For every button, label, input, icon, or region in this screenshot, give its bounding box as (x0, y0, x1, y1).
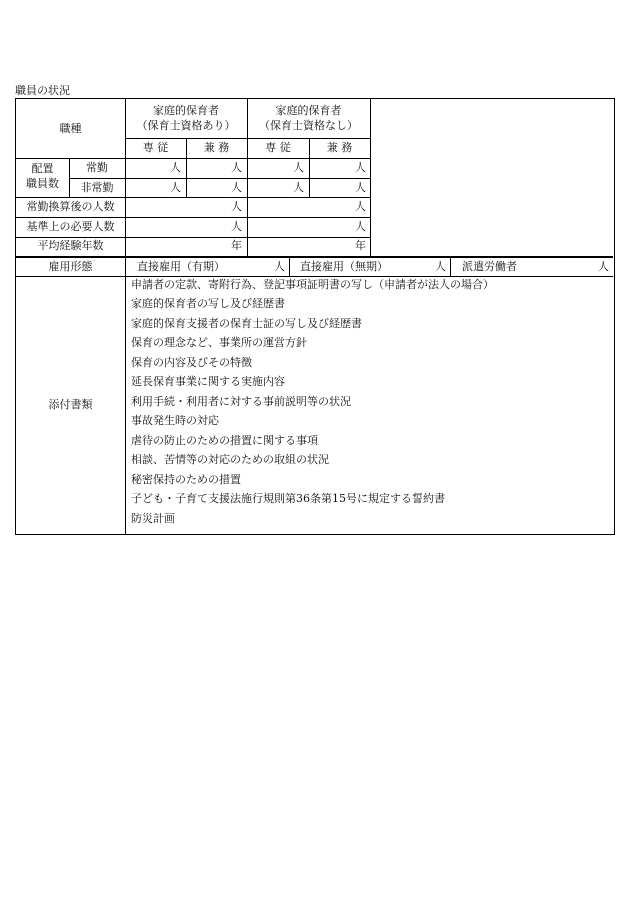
attachment-item: 虐待の防止のための措置に関する事項 (131, 434, 318, 447)
unit-direct-fixed: 人 (274, 260, 285, 273)
employment-label: 雇用形態 (48, 260, 93, 273)
unit-direct-indef: 人 (435, 260, 446, 273)
unit-jokin-b-kennmu: 人 (355, 161, 366, 174)
employment-direct-fixed: 直接雇用（有期） (137, 260, 225, 273)
row-jokin: 常勤 (86, 161, 108, 174)
unit-jokin-a-senju: 人 (170, 161, 181, 174)
unit-kansan-b: 人 (355, 200, 366, 213)
unit-jokin-b-senju: 人 (293, 161, 304, 174)
header-b-kennmu: 兼 務 (326, 141, 353, 154)
header-col-a-line1: 家庭的保育者 (153, 104, 219, 117)
staff-status-form (15, 98, 615, 535)
attachment-item: 申請者の定款、寄附行為、登記事項証明書の写し（申請者が法人の場合） (131, 278, 494, 291)
attachment-item: 秘密保持のための措置 (131, 473, 241, 486)
attachment-item: 延長保育事業に関する実施内容 (131, 375, 285, 388)
header-col-b-line1: 家庭的保育者 (275, 104, 342, 117)
attachment-item: 利用手続・利用者に対する事前説明等の状況 (131, 395, 351, 408)
unit-hijokin-a-senju: 人 (170, 181, 181, 194)
attachment-item: 相談、苦情等の対応のための取組の状況 (131, 453, 329, 466)
unit-keiken-b: 年 (355, 239, 366, 252)
header-a-kennmu: 兼 務 (203, 141, 230, 154)
header-col-b-line2: （保育士資格なし） (259, 119, 358, 132)
unit-jokin-a-kennmu: 人 (231, 161, 242, 174)
row-kijun: 基準上の必要人数 (26, 220, 115, 233)
unit-keiken-a: 年 (231, 239, 242, 252)
unit-kansan-a: 人 (231, 200, 242, 213)
unit-kijun-b: 人 (355, 220, 366, 233)
unit-hijokin-b-senju: 人 (293, 181, 304, 194)
header-shokushu: 職種 (59, 122, 82, 135)
attachment-item: 子ども・子育て支援法施行規則第36条第15号に規定する誓約書 (131, 492, 445, 505)
attachment-item: 防災計画 (131, 512, 175, 525)
row-haichi-line1: 配置 (31, 162, 54, 175)
attachment-item: 家庭的保育支援者の保育士証の写し及び経歴書 (131, 317, 362, 330)
attachment-item: 家庭的保育者の写し及び経歴書 (131, 297, 285, 310)
attachment-item: 保育の内容及びその特徴 (131, 356, 252, 369)
row-keiken: 平均経験年数 (37, 239, 104, 252)
attachment-item: 保育の理念など、事業所の運営方針 (131, 336, 307, 349)
row-haichi-line2: 職員数 (26, 177, 59, 190)
row-hijokin: 非常勤 (80, 181, 114, 194)
attachments-label: 添付書類 (48, 398, 93, 411)
section-title: 職員の状況 (15, 84, 70, 97)
unit-kijun-a: 人 (231, 220, 242, 233)
attachment-item: 事故発生時の対応 (131, 414, 219, 427)
unit-hijokin-a-kennmu: 人 (231, 181, 242, 194)
employment-direct-indef: 直接雇用（無期） (300, 260, 388, 273)
row-kansan: 常勤換算後の人数 (26, 200, 115, 213)
employment-dispatch: 派遣労働者 (462, 260, 517, 273)
header-b-senju: 専 従 (265, 141, 291, 154)
unit-dispatch: 人 (598, 260, 609, 273)
unit-hijokin-b-kennmu: 人 (355, 181, 366, 194)
header-col-a-line2: （保育士資格あり） (136, 119, 236, 132)
header-a-senju: 専 従 (142, 141, 169, 154)
